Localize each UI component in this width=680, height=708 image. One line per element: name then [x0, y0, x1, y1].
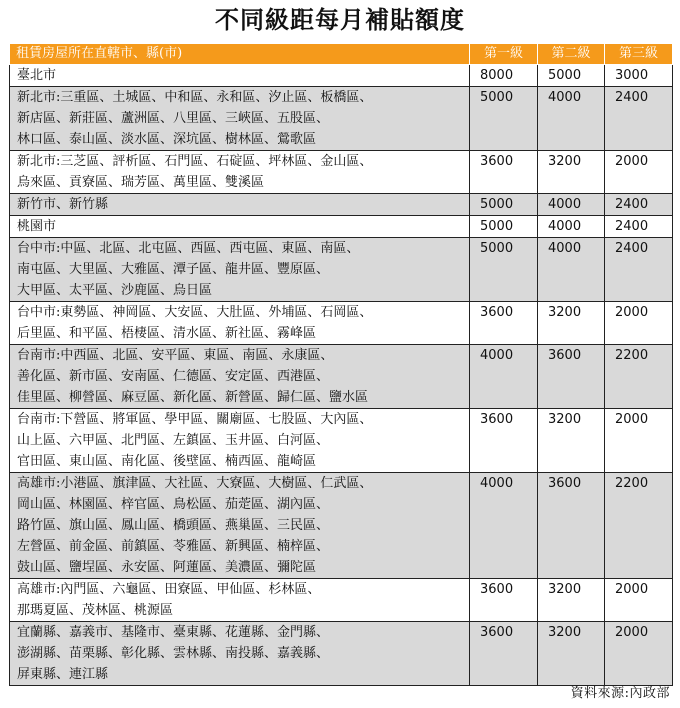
amount-level-2: 3600	[538, 473, 605, 579]
amount-level-1: 8000	[470, 65, 538, 87]
amount-level-2: 3200	[538, 579, 605, 622]
area-cell	[10, 151, 470, 194]
area-line: 台南市:下營區、將軍區、學甲區、關廟區、七股區、大內區、	[17, 412, 373, 427]
amount-level-2: 4000	[538, 194, 605, 216]
table-row	[10, 194, 673, 216]
area-cell	[10, 579, 470, 622]
area-line: 后里區、和平區、梧棲區、清水區、新社區、霧峰區	[17, 326, 317, 341]
amount-level-3: 2400	[605, 194, 673, 216]
table-row	[10, 151, 673, 194]
area-cell	[10, 409, 470, 473]
table-header-row	[10, 44, 673, 65]
amount-level-1: 5000	[470, 194, 538, 216]
area-line: 林口區、泰山區、淡水區、深坑區、樹林區、鶯歌區	[17, 132, 317, 147]
table-row	[10, 345, 673, 409]
area-line: 高雄市:內門區、六龜區、田寮區、甲仙區、杉林區、	[17, 582, 321, 597]
area-line: 桃園市	[17, 219, 57, 234]
area-line: 善化區、新市區、安南區、仁德區、安定區、西港區、	[17, 369, 330, 384]
area-line: 高雄市:小港區、旗津區、大社區、大寮區、大樹區、仁武區、	[17, 476, 373, 491]
area-cell	[10, 302, 470, 345]
table-row	[10, 409, 673, 473]
amount-level-3: 2400	[605, 87, 673, 151]
area-line: 新竹市、新竹縣	[17, 197, 109, 212]
area-cell	[10, 194, 470, 216]
area-cell	[10, 473, 470, 579]
amount-level-3: 2200	[605, 473, 673, 579]
area-line: 澎湖縣、苗栗縣、彰化縣、雲林縣、南投縣、嘉義縣、	[17, 646, 330, 661]
area-line: 左營區、前金區、前鎮區、苓雅區、新興區、楠梓區、	[17, 539, 330, 554]
header-level-1: 第一級	[470, 44, 538, 65]
table-row	[10, 622, 673, 686]
amount-level-2: 3200	[538, 302, 605, 345]
amount-level-1: 3600	[470, 302, 538, 345]
amount-level-2: 4000	[538, 87, 605, 151]
header-area: 租賃房屋所在直轄市、縣(市)	[10, 44, 470, 65]
amount-level-1: 4000	[470, 473, 538, 579]
area-cell	[10, 87, 470, 151]
amount-level-3: 2000	[605, 302, 673, 345]
amount-level-3: 3000	[605, 65, 673, 87]
amount-level-1: 4000	[470, 345, 538, 409]
table-row	[10, 87, 673, 151]
area-line: 台中市:中區、北區、北屯區、西區、西屯區、東區、南區、	[17, 241, 360, 256]
area-line: 新北市:三重區、土城區、中和區、永和區、汐止區、板橋區、	[17, 90, 373, 105]
table-row	[10, 302, 673, 345]
source-note: 資料來源:內政部	[570, 686, 670, 701]
amount-level-2: 5000	[538, 65, 605, 87]
table-row	[10, 216, 673, 238]
amount-level-3: 2400	[605, 216, 673, 238]
area-line: 台中市:東勢區、神岡區、大安區、大肚區、外埔區、石岡區、	[17, 305, 373, 320]
area-line: 南屯區、大里區、大雅區、潭子區、龍井區、豐原區、	[17, 262, 330, 277]
area-line: 佳里區、柳營區、麻豆區、新化區、新營區、歸仁區、鹽水區	[17, 390, 369, 405]
amount-level-1: 3600	[470, 622, 538, 686]
area-cell	[10, 622, 470, 686]
area-line: 新北市:三芝區、評析區、石門區、石碇區、坪林區、金山區、	[17, 154, 373, 169]
page-title: 不同級距每月補貼額度	[215, 5, 465, 34]
area-cell	[10, 65, 470, 87]
area-line: 宜蘭縣、嘉義市、基隆市、臺東縣、花蓮縣、金門縣、	[17, 625, 330, 640]
amount-level-3: 2000	[605, 579, 673, 622]
area-line: 那瑪夏區、茂林區、桃源區	[17, 603, 174, 618]
amount-level-1: 5000	[470, 87, 538, 151]
area-line: 路竹區、旗山區、鳳山區、橋頭區、燕巢區、三民區、	[17, 518, 330, 533]
amount-level-2: 3200	[538, 151, 605, 194]
amount-level-1: 3600	[470, 579, 538, 622]
area-line: 岡山區、林園區、梓官區、鳥松區、茄萣區、湖內區、	[17, 497, 330, 512]
table-body	[10, 65, 673, 686]
amount-level-3: 2200	[605, 345, 673, 409]
amount-level-1: 3600	[470, 409, 538, 473]
amount-level-3: 2000	[605, 409, 673, 473]
subsidy-table	[9, 43, 673, 686]
amount-level-3: 2000	[605, 151, 673, 194]
amount-level-2: 3200	[538, 622, 605, 686]
area-line: 官田區、東山區、南化區、後壁區、楠西區、龍崎區	[17, 454, 317, 469]
header-level-2: 第二級	[538, 44, 605, 65]
area-cell	[10, 238, 470, 302]
area-line: 臺北市	[17, 68, 57, 83]
area-cell	[10, 216, 470, 238]
amount-level-1: 3600	[470, 151, 538, 194]
table-row	[10, 579, 673, 622]
amount-level-1: 5000	[470, 216, 538, 238]
amount-level-2: 3600	[538, 345, 605, 409]
table-row	[10, 473, 673, 579]
amount-level-3: 2400	[605, 238, 673, 302]
header-level-3: 第三級	[605, 44, 673, 65]
table-row	[10, 65, 673, 87]
amount-level-2: 3200	[538, 409, 605, 473]
amount-level-2: 4000	[538, 216, 605, 238]
area-line: 大甲區、太平區、沙鹿區、烏日區	[17, 283, 213, 298]
table-row	[10, 238, 673, 302]
area-line: 烏來區、貢寮區、瑞芳區、萬里區、雙溪區	[17, 175, 265, 190]
amount-level-3: 2000	[605, 622, 673, 686]
amount-level-1: 5000	[470, 238, 538, 302]
area-line: 屏東縣、連江縣	[17, 667, 109, 682]
area-line: 台南市:中西區、北區、安平區、東區、南區、永康區、	[17, 348, 334, 363]
area-line: 山上區、六甲區、北門區、左鎮區、玉井區、白河區、	[17, 433, 330, 448]
area-cell	[10, 345, 470, 409]
amount-level-2: 4000	[538, 238, 605, 302]
area-line: 新店區、新莊區、蘆洲區、八里區、三峽區、五股區、	[17, 111, 330, 126]
area-line: 鼓山區、鹽埕區、永安區、阿蓮區、美濃區、彌陀區	[17, 560, 317, 575]
